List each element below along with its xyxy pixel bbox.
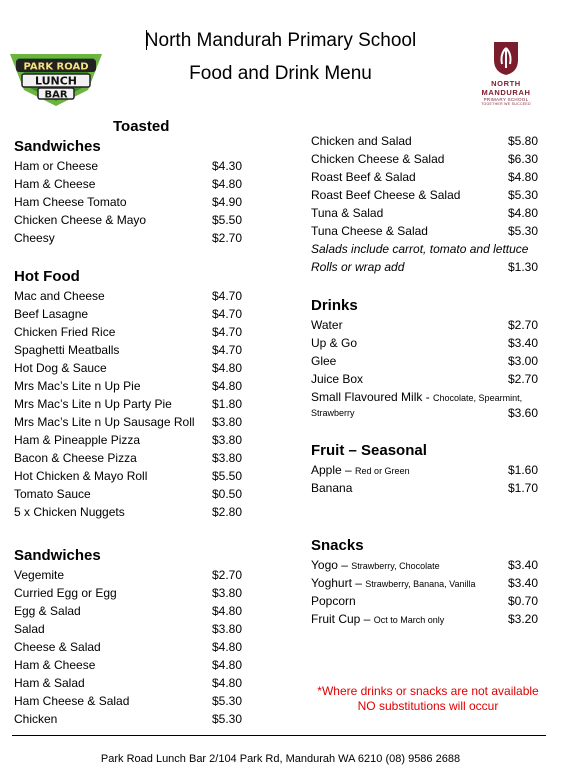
menu-item-row [14, 620, 254, 638]
item-price: $3.80 [212, 415, 243, 429]
item-name: Curried Egg or Egg [14, 586, 117, 600]
item-price: $3.20 [508, 612, 539, 626]
item-price: $4.80 [212, 658, 243, 672]
item-price: $4.80 [212, 379, 243, 393]
menu-item-row [311, 186, 551, 204]
menu-item-row [311, 479, 551, 497]
item-price: $5.30 [212, 712, 243, 726]
crest-name-line1: NORTH [491, 79, 521, 88]
warning-line-2: NO substitutions will occur [357, 699, 499, 713]
item-name: Ham or Cheese [14, 159, 99, 173]
item-name: Beef Lasagne [14, 307, 89, 321]
menu-item-row [311, 150, 551, 168]
menu-item-row [311, 132, 551, 150]
item-price: $3.80 [212, 586, 243, 600]
item-price: $5.30 [508, 224, 539, 238]
item-price: $0.50 [212, 487, 243, 501]
item-name: Yoghurt – [311, 576, 366, 590]
menu-item-row [311, 574, 551, 592]
menu-item-row [14, 175, 254, 193]
menu-item-row [14, 193, 254, 211]
item-name: Yogo – [311, 558, 352, 572]
item-name: Cheese & Salad [14, 640, 101, 654]
substitution-warning [308, 684, 548, 714]
item-label [311, 574, 476, 593]
menu-item-row [14, 157, 254, 175]
crest-motto: TOGETHER WE SUCCEED [481, 102, 531, 106]
item-price: $5.50 [212, 469, 243, 483]
menu-item-row [14, 638, 254, 656]
menu-item-row [14, 485, 254, 503]
menu-item-row [14, 211, 254, 229]
menu-item-row [311, 352, 551, 370]
menu-item-row [14, 431, 254, 449]
salad-note [311, 240, 541, 258]
item-price: $4.70 [212, 289, 243, 303]
item-name: Mrs Mac’s Lite n Up Sausage Roll [14, 415, 195, 429]
item-price: $4.70 [212, 307, 243, 321]
item-price: $4.70 [212, 325, 243, 339]
item-price: $5.30 [508, 188, 539, 202]
item-price: $5.30 [212, 694, 243, 708]
item-name: Banana [311, 481, 353, 495]
item-name: Roast Beef & Salad [311, 170, 416, 184]
menu-item-row [14, 467, 254, 485]
sandwiches-title: Sandwiches [14, 547, 101, 564]
school-title: North Mandurah Primary School [144, 30, 417, 51]
item-name: Mrs Mac’s Lite n Up Pie [14, 379, 141, 393]
menu-item-row [14, 602, 254, 620]
item-name: Chicken Fried Rice [14, 325, 116, 339]
item-name: Mrs Mac’s Lite n Up Party Pie [14, 397, 172, 411]
item-price: $4.80 [508, 170, 539, 184]
item-price: $3.40 [508, 558, 539, 572]
crest-name-line3: PRIMARY SCHOOL [483, 97, 529, 102]
item-detail-2: Strawberry [311, 408, 355, 418]
item-price: $1.60 [508, 463, 539, 477]
item-price: $3.60 [508, 406, 539, 420]
item-label [311, 610, 444, 629]
item-name: Rolls or wrap add [311, 260, 405, 274]
item-name: Fruit Cup – [311, 612, 374, 626]
menu-item-row [311, 222, 551, 240]
item-name: Popcorn [311, 594, 356, 608]
item-price: $4.80 [212, 640, 243, 654]
item-price: $0.70 [508, 594, 539, 608]
item-name: Tuna & Salad [311, 206, 384, 220]
menu-item-row [14, 692, 254, 710]
item-label [311, 461, 410, 480]
item-name: Chicken [14, 712, 58, 726]
item-price: $1.80 [212, 397, 243, 411]
item-price: $3.80 [212, 433, 243, 447]
item-name: Ham Cheese & Salad [14, 694, 130, 708]
item-price: $3.80 [212, 451, 243, 465]
item-price: $5.50 [212, 213, 243, 227]
svg-text:BAR: BAR [44, 89, 68, 101]
item-price: $4.80 [212, 676, 243, 690]
menu-item-row [311, 370, 551, 388]
menu-item-row [14, 503, 254, 521]
menu-item-row [311, 556, 551, 574]
item-price: $4.80 [212, 177, 243, 191]
svg-text:LUNCH: LUNCH [34, 74, 78, 88]
footer-address: Park Road Lunch Bar 2/104 Park Rd, Mandurah WA 6210 (08) 9586 2688 [100, 753, 461, 765]
item-detail: Oct to March only [373, 615, 445, 625]
item-price: $4.90 [212, 195, 243, 209]
item-name: Egg & Salad [14, 604, 81, 618]
item-detail: Chocolate, Spearmint, [433, 393, 523, 403]
fruit-title: Fruit – Seasonal [311, 442, 427, 459]
item-name: Ham & Pineapple Pizza [14, 433, 141, 447]
park-road-lunch-bar-logo [8, 50, 104, 108]
item-price: $1.30 [508, 260, 539, 274]
menu-item-row [14, 674, 254, 692]
hot-food-title: Hot Food [14, 268, 80, 285]
item-name: Ham & Salad [14, 676, 85, 690]
menu-item-row [14, 305, 254, 323]
menu-item-row [14, 359, 254, 377]
item-name: Ham & Cheese [14, 177, 96, 191]
item-name: Tuna Cheese & Salad [311, 224, 428, 238]
toasted-heading: Toasted [113, 118, 170, 135]
menu-item-row [14, 566, 254, 584]
menu-item-row [14, 287, 254, 305]
item-detail: Red or Green [355, 466, 410, 476]
item-name: Glee [311, 354, 337, 368]
menu-item-row [14, 395, 254, 413]
item-name: Mac and Cheese [14, 289, 105, 303]
item-name: Chicken Cheese & Mayo [14, 213, 147, 227]
menu-item-row [311, 316, 551, 334]
item-price: $6.30 [508, 152, 539, 166]
item-name: Up & Go [311, 336, 358, 350]
item-name: Hot Chicken & Mayo Roll [14, 469, 148, 483]
item-price: $5.80 [508, 134, 539, 148]
menu-item-row [14, 413, 254, 431]
item-name: 5 x Chicken Nuggets [14, 505, 125, 519]
menu-item-row [311, 610, 551, 628]
item-price: $4.80 [212, 361, 243, 375]
item-price: $4.70 [212, 343, 243, 357]
item-name: Cheesy [14, 231, 55, 245]
item-name: Spaghetti Meatballs [14, 343, 120, 357]
menu-item-row [14, 449, 254, 467]
item-price: $3.40 [508, 336, 539, 350]
svg-text:PARK ROAD: PARK ROAD [23, 61, 89, 73]
item-detail: Strawberry, Chocolate [351, 561, 440, 571]
item-price: $1.70 [508, 481, 539, 495]
item-name: Juice Box [311, 372, 364, 386]
north-mandurah-crest-logo [470, 40, 542, 114]
item-name: Chicken and Salad [311, 134, 412, 148]
menu-item-row [14, 656, 254, 674]
item-price: $4.80 [508, 206, 539, 220]
wrap-row [311, 258, 541, 276]
item-name: Hot Dog & Sauce [14, 361, 107, 375]
item-price: $2.70 [212, 231, 243, 245]
salad-note-text: Salads include carrot, tomato and lettuce [311, 242, 529, 256]
milk-row [311, 388, 541, 422]
item-price: $2.70 [508, 318, 539, 332]
item-name: Vegemite [14, 568, 65, 582]
item-name: Apple – [311, 463, 356, 477]
menu-item-row [311, 592, 551, 610]
item-price: $2.70 [508, 372, 539, 386]
menu-item-row [311, 334, 551, 352]
item-name: Bacon & Cheese Pizza [14, 451, 137, 465]
item-price: $3.40 [508, 576, 539, 590]
footer-divider [12, 735, 546, 736]
item-price: $4.80 [212, 604, 243, 618]
menu-item-row [14, 710, 254, 728]
toasted-sandwiches-title: Sandwiches [14, 138, 101, 155]
item-name: Roast Beef Cheese & Salad [311, 188, 461, 202]
item-price: $3.00 [508, 354, 539, 368]
warning-line-1: *Where drinks or snacks are not available [317, 684, 539, 698]
item-price: $4.30 [212, 159, 243, 173]
menu-item-row [14, 584, 254, 602]
menu-item-row [311, 204, 551, 222]
menu-title: Food and Drink Menu [189, 63, 372, 84]
item-detail: Strawberry, Banana, Vanilla [365, 579, 476, 589]
snacks-title: Snacks [311, 537, 364, 554]
item-name: Water [311, 318, 343, 332]
item-price: $2.70 [212, 568, 243, 582]
menu-item-row [14, 229, 254, 247]
menu-item-row [14, 377, 254, 395]
crest-name-line2: MANDURAH [481, 88, 531, 97]
item-name: Tomato Sauce [14, 487, 91, 501]
item-name: Salad [14, 622, 45, 636]
menu-item-row [14, 323, 254, 341]
menu-item-row [311, 168, 551, 186]
item-price: $2.80 [212, 505, 243, 519]
item-name: Chicken Cheese & Salad [311, 152, 445, 166]
item-price: $3.80 [212, 622, 243, 636]
item-name: Small Flavoured Milk - [311, 390, 434, 404]
item-name: Ham Cheese Tomato [14, 195, 127, 209]
item-name: Ham & Cheese [14, 658, 96, 672]
item-label [311, 556, 440, 575]
menu-item-row [14, 341, 254, 359]
menu-item-row [311, 461, 551, 479]
drinks-title: Drinks [311, 297, 358, 314]
